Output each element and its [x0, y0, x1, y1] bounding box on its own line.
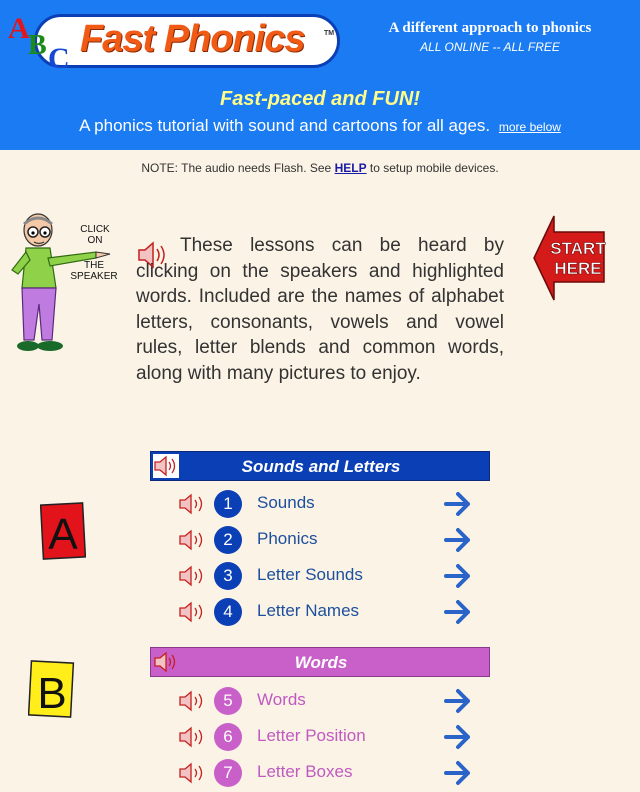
headline: Fast-paced and FUN!: [219, 88, 421, 110]
more-below-link[interactable]: more below: [498, 120, 561, 134]
speaker-icon[interactable]: [178, 600, 208, 629]
letter-card-a-text: A: [48, 510, 78, 559]
the-speaker-label: THE SPEAKER: [70, 260, 118, 282]
note-text-before: NOTE: The audio needs Flash. See: [141, 161, 335, 175]
right-arrow-icon[interactable]: [444, 526, 472, 559]
speaker-icon[interactable]: [178, 725, 208, 754]
teacher-cartoon: [4, 208, 126, 358]
list-item-letter-position[interactable]: [178, 721, 478, 753]
list-item-words[interactable]: [178, 685, 478, 717]
right-arrow-icon[interactable]: [444, 562, 472, 595]
speaker-icon[interactable]: [178, 528, 208, 557]
logo-trademark: TM: [324, 30, 335, 37]
right-arrow-icon[interactable]: [444, 723, 472, 756]
right-arrow-icon[interactable]: [444, 598, 472, 631]
section-title: Words: [294, 653, 348, 672]
list-item-letter-boxes[interactable]: [178, 757, 478, 789]
item-label[interactable]: Letter Names: [257, 601, 360, 620]
list-item-phonics[interactable]: [178, 524, 478, 556]
tagline-sub: ALL ONLINE -- ALL FREE: [420, 40, 560, 54]
logo-letter-b: B: [28, 30, 47, 61]
here-label: HERE: [554, 259, 602, 278]
click-on-label: CLICK ON: [80, 224, 110, 246]
intro-description: [136, 233, 504, 386]
letter-card-b: [28, 660, 76, 725]
speaker-icon[interactable]: [178, 761, 208, 790]
item-number: 2: [214, 526, 242, 554]
section-header-words[interactable]: [150, 647, 490, 677]
speaker-icon[interactable]: [178, 689, 208, 718]
logo-letter-c: C: [48, 42, 70, 75]
speaker-icon[interactable]: [178, 492, 208, 521]
right-arrow-icon[interactable]: [444, 490, 472, 523]
start-here-button[interactable]: [532, 214, 606, 304]
letter-card-a: [40, 502, 86, 565]
item-label[interactable]: Sounds: [257, 493, 315, 512]
site-header: [0, 0, 640, 150]
item-number: 5: [214, 687, 242, 715]
item-number: 4: [214, 598, 242, 626]
list-item-sounds[interactable]: [178, 488, 478, 520]
speaker-icon[interactable]: [178, 564, 208, 593]
item-label[interactable]: Letter Boxes: [257, 762, 353, 781]
item-number: 6: [214, 723, 242, 751]
item-number: 3: [214, 562, 242, 590]
letter-card-b-text: B: [37, 669, 67, 718]
subheadline-text: A phonics tutorial with sound and cartoons for all ages.: [79, 116, 491, 135]
item-label[interactable]: Letter Sounds: [257, 565, 363, 584]
subheadline: [0, 116, 640, 136]
item-label[interactable]: Words: [257, 690, 306, 709]
tagline: A different approach to phonics: [388, 20, 592, 36]
note-text-after: to setup mobile devices.: [366, 161, 499, 175]
item-label[interactable]: Letter Position: [257, 726, 366, 745]
start-label: START: [550, 239, 606, 258]
help-link[interactable]: HELP: [334, 161, 367, 175]
right-arrow-icon[interactable]: [444, 759, 472, 792]
section-title: Sounds and Letters: [241, 457, 401, 476]
list-item-letter-sounds[interactable]: [178, 560, 478, 592]
audio-note: [0, 161, 640, 175]
item-number: 1: [214, 490, 242, 518]
item-number: 7: [214, 759, 242, 787]
logo-letter-a: A: [8, 12, 30, 45]
logo-text: Fast Phonics: [80, 18, 305, 60]
start-here-arrow-icon: [532, 214, 606, 304]
item-label[interactable]: Phonics: [257, 529, 318, 548]
right-arrow-icon[interactable]: [444, 687, 472, 720]
fast-phonics-logo[interactable]: [8, 10, 338, 75]
section-header-sounds-letters[interactable]: [150, 451, 490, 481]
list-item-letter-names[interactable]: [178, 596, 478, 628]
intro-text[interactable]: These lessons can be heard by clicking on the speakers and highlighted words. Included are the names of alphabet letters, consonants, vowels and vowel rules, letter blends and common words, along with many pictures to enjoy.: [136, 235, 504, 384]
